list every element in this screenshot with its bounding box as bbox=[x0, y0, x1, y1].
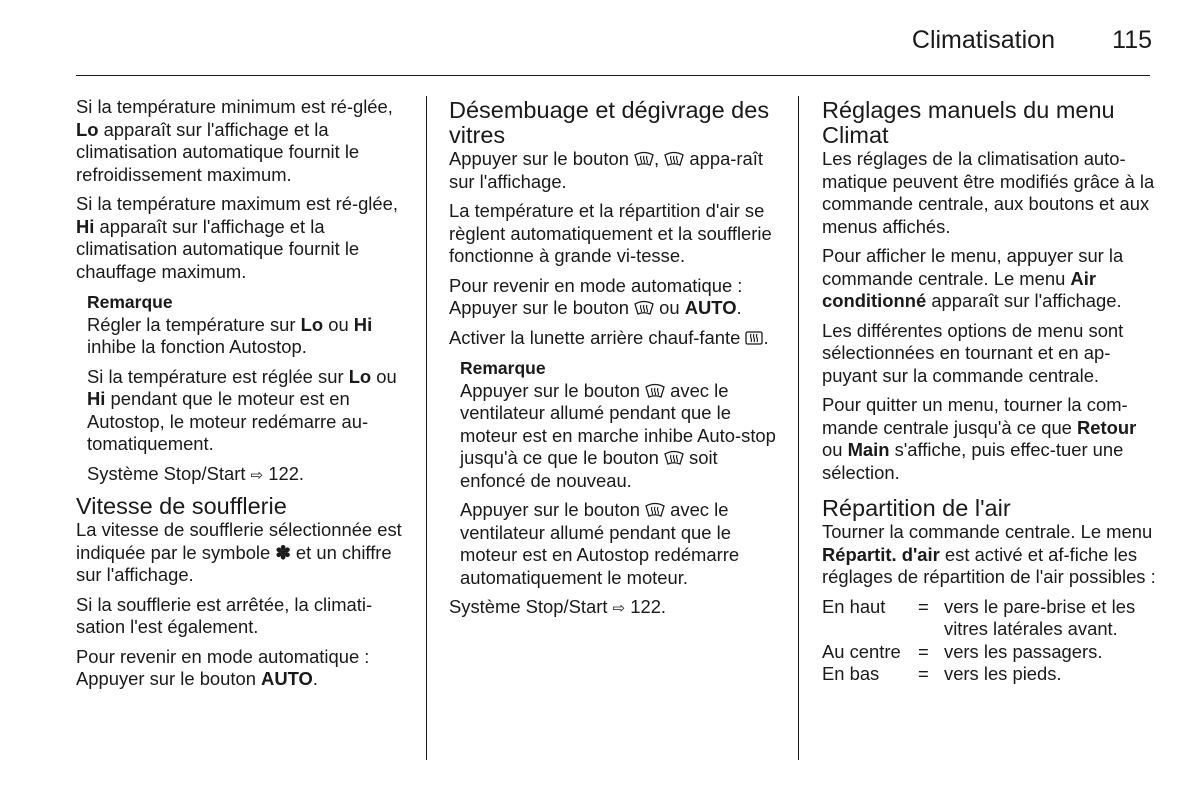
column-3 bbox=[822, 96, 1157, 686]
column-1 bbox=[76, 96, 406, 698]
distribution-table bbox=[822, 596, 1157, 686]
distribution-equals: = bbox=[918, 640, 929, 662]
paragraph-fan-off: Si la soufflerie est arrêtée, la climati-sation l'est également. bbox=[76, 593, 373, 637]
windshield-defrost-icon bbox=[645, 383, 665, 399]
cross-reference: Système Stop/Start ⇨ 122. bbox=[449, 596, 667, 617]
note-paragraph: Appuyer sur le bouton avec le ventilateur allumé pendant que le moteur est en Autostop redémarre automatiquement le moteur. bbox=[460, 499, 740, 588]
heading-fan-speed: Vitesse de soufflerie bbox=[76, 493, 287, 519]
paragraph-return-auto: Pour revenir en mode automatique : Appuyer sur le bouton ou AUTO. bbox=[449, 274, 743, 318]
paragraph-distribution: Tourner la commande centrale. Le menu Répartit. d'air est activé et af-fiche les réglages de répartition de l'air possibles : bbox=[822, 521, 1156, 587]
distribution-equals: = bbox=[918, 663, 929, 684]
page-header-title: Climatisation bbox=[911, 26, 1055, 54]
cross-reference: Système Stop/Start ⇨ 122. bbox=[87, 462, 305, 484]
note-paragraph: Appuyer sur le bouton avec le ventilateur allumé pendant que le moteur est en marche inhibe Auto-stop jusqu'à ce que le bouton soit enfoncé de nouveau. bbox=[460, 379, 776, 491]
windshield-defrost-icon bbox=[634, 151, 654, 167]
paragraph-rear-defrost: Activer la lunette arrière chauf-fante . bbox=[449, 326, 769, 348]
paragraph-manual-2: Pour afficher le menu, appuyer sur la commande centrale. Le menu Air conditionné apparaît sur l'affichage. bbox=[822, 245, 1124, 311]
heading-demisting: Désembuage et dégivrage des vitres bbox=[449, 97, 770, 148]
paragraph-max-temp: Si la température maximum est ré-glée, Hi apparaît sur l'affichage et la climatisation automatique fournit le chauffage maximum. bbox=[76, 193, 398, 282]
note-block-2 bbox=[449, 357, 784, 589]
distribution-equals: = bbox=[918, 595, 929, 617]
distribution-description: vers les passagers. bbox=[944, 640, 1103, 662]
page-reference-arrow-icon: ⇨ bbox=[250, 466, 264, 484]
paragraph-manual-3: Les différentes options de menu sont sélectionnées en tournant et en ap-puyant sur la commande centrale. bbox=[822, 319, 1124, 386]
paragraph-demist-button: Appuyer sur le bouton , appa-raît sur l'affichage. bbox=[449, 148, 763, 192]
distribution-term: Au centre bbox=[822, 640, 901, 662]
rear-window-defrost-icon bbox=[745, 330, 763, 346]
note-block-1 bbox=[76, 291, 406, 487]
paragraph-manual-1: Les réglages de la climatisation auto-matique peuvent être modifiés grâce à la commande centrale, aux boutons et aux menus affichés. bbox=[822, 148, 1155, 237]
table-row bbox=[822, 596, 1157, 641]
column-2 bbox=[449, 96, 784, 628]
table-row bbox=[822, 663, 1157, 686]
column-separator-1 bbox=[426, 96, 427, 760]
note-paragraph: Régler la température sur Lo ou Hi inhibe la fonction Autostop. bbox=[87, 313, 373, 357]
distribution-description: vers les pieds. bbox=[944, 663, 1062, 684]
header-rule bbox=[76, 75, 1150, 76]
page-reference-arrow-icon: ⇨ bbox=[612, 600, 626, 617]
windshield-defrost-icon bbox=[634, 300, 654, 316]
distribution-description: vers le pare-brise et les vitres latérales avant. bbox=[944, 595, 1136, 639]
paragraph-auto-mode: Pour revenir en mode automatique : Appuyer sur le bouton AUTO. bbox=[76, 645, 370, 689]
windshield-defrost-icon bbox=[664, 450, 684, 466]
paragraph-min-temp: Si la température minimum est ré-glée, Lo apparaît sur l'affichage et la climatisation automatique fournit le refroidissement maximum. bbox=[76, 96, 393, 185]
note-paragraph: Si la température est réglée sur Lo ou Hi pendant que le moteur est en Autostop, le moteur redémarre au-tomatiquement. bbox=[87, 365, 397, 454]
windshield-defrost-icon bbox=[664, 151, 684, 167]
heading-air-distribution: Répartition de l'air bbox=[822, 495, 1011, 521]
note-title: Remarque bbox=[460, 358, 546, 378]
paragraph-manual-4: Pour quitter un menu, tourner la com-mande centrale jusqu'à ce que Retour ou Main s'affiche, puis effec-tuer une sélection. bbox=[822, 394, 1137, 483]
windshield-defrost-icon bbox=[645, 502, 665, 518]
note-title: Remarque bbox=[87, 292, 173, 312]
heading-manual-settings: Réglages manuels du menu Climat bbox=[822, 97, 1115, 148]
distribution-term: En bas bbox=[822, 663, 880, 684]
paragraph-auto-settings: La température et la répartition d'air se règlent automatiquement et la soufflerie fonctionne à grande vi-tesse. bbox=[449, 200, 772, 266]
fan-icon: ✽ bbox=[275, 541, 291, 563]
column-separator-2 bbox=[798, 96, 799, 760]
distribution-term: En haut bbox=[822, 595, 886, 617]
page-number: 115 bbox=[1112, 26, 1152, 54]
paragraph-fan-speed: La vitesse de soufflerie sélectionnée est indiquée par le symbole ✽ et un chiffre sur l'affichage. bbox=[76, 519, 402, 585]
table-row bbox=[822, 641, 1157, 664]
